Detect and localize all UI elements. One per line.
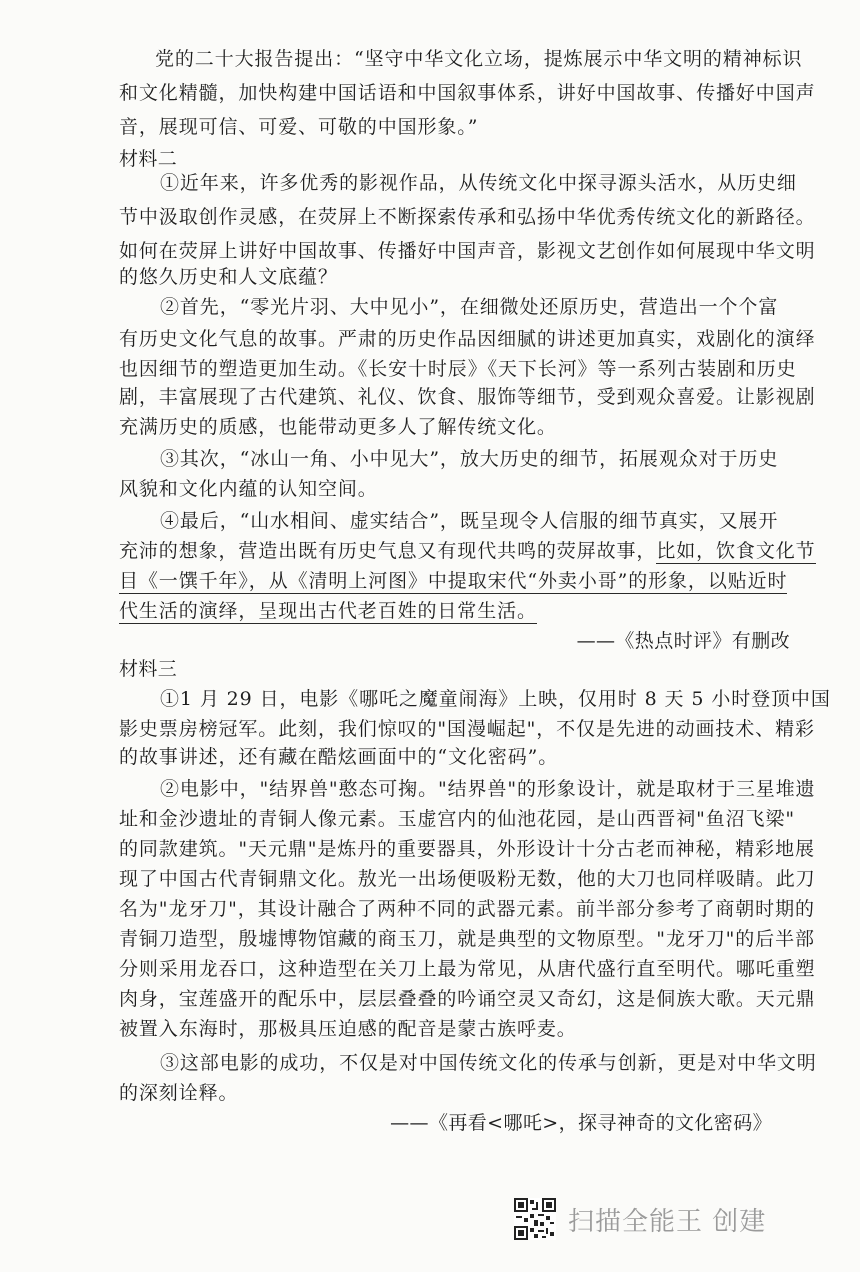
material2-p2-line: 有历史文化气息的故事。严肃的历史作品因细腻的讲述更加真实，戏剧化的演绎: [119, 328, 816, 350]
material3-p1-line: 影史票房榜冠军。此刻，我们惊叹的"国漫崛起"，不仅是先进的动画技术、精彩: [119, 718, 815, 740]
material2-p3-line: ③其次，“冰山一角、小中见大”，放大历史的细节，拓展观众对于历史: [160, 448, 779, 470]
qr-code-icon: [514, 1198, 556, 1240]
material3-p2-line: 分则采用龙吞口，这种造型在关刀上最为常见，从唐代盛行直至明代。哪吒重塑: [119, 958, 816, 980]
material2-p3-line: 风貌和文化内蕴的认知空间。: [119, 478, 378, 500]
material3-p2-line: 被置入东海时，那极具压迫感的配音是蒙古族呼麦。: [119, 1018, 577, 1040]
material2-p2-line: 剧，丰富展现了古代建筑、礼仪、饮食、服饰等细节，受到观众喜爱。让影视剧: [119, 386, 816, 408]
material2-p2-line: 充满历史的质感，也能带动更多人了解传统文化。: [119, 416, 557, 438]
material3-source: ——《再看<哪吒>，探寻神奇的文化密码》: [390, 1112, 772, 1134]
material2-p1-line: 节中汲取创作灵感，在荧屏上不断探索传承和弘扬中华优秀传统文化的新路径。: [119, 206, 816, 228]
underlined-passage: 目《一馔千年》，从《清明上河图》中提取宋代“外卖小哥”的形象，以贴近时: [119, 570, 788, 592]
material3-p1-line: ①1 月 29 日，电影《哪吒之魔童闹海》上映，仅用时 8 天 5 小时登顶中国: [160, 688, 831, 710]
material3-p2-line: ②电影中，"结界兽"憨态可掬。"结界兽"的形象设计，就是取材于三星堆遗: [160, 778, 816, 800]
material2-source: ——《热点时评》有删改: [576, 630, 790, 652]
material3-p2-line: 址和金沙遗址的青铜人像元素。玉虚宫内的仙池花园，是山西晋祠"鱼沼飞梁": [119, 808, 795, 830]
material3-p3-line: 的深刻诠释。: [119, 1082, 239, 1104]
material2-heading: 材料二: [119, 148, 178, 170]
material2-p4-line: [119, 568, 787, 594]
material2-p4-line: ④最后，“山水相间、虚实结合”，既呈现令人信服的细节真实，又展开: [160, 510, 779, 532]
underlined-passage: 代生活的演绎，呈现出古代老百姓的日常生活。: [119, 600, 537, 622]
material2-p2-line: 也因细节的塑造更加生动。《长安十时辰》《天下长河》等一系列古装剧和历史: [119, 358, 797, 380]
underlined-passage: 比如，饮食文化节: [656, 540, 816, 562]
material2-p1-line: ①近年来，许多优秀的影视作品，从传统文化中探寻源头活水，从历史细: [160, 172, 797, 194]
material2-p4-text: 充沛的想象，营造出既有历史气息又有现代共鸣的荧屏故事，: [119, 540, 657, 562]
material2-p1-line: 的悠久历史和人文底蕴？: [119, 266, 338, 288]
intro-line: 党的二十大报告提出：“坚守中华文化立场，提炼展示中华文明的精神标识: [155, 48, 803, 70]
watermark-text: 扫描全能王 创建: [568, 1206, 767, 1237]
material3-p2-line: 名为"龙牙刀"，其设计融合了两种不同的武器元素。前半部分参考了商朝时期的: [119, 898, 815, 920]
scanner-watermark: [514, 1196, 814, 1242]
material3-heading: 材料三: [119, 658, 178, 680]
intro-line: 和文化精髓，加快构建中国话语和中国叙事体系，讲好中国故事、传播好中国声: [119, 82, 816, 104]
material3-p1-line: 的故事讲述，还有藏在酷炫画面中的“文化密码”。: [119, 746, 559, 768]
intro-line: 音，展现可信、可爱、可敬的中国形象。”: [119, 116, 479, 138]
material2-p2-line: ②首先，“零光片羽、大中见小”，在细微处还原历史，营造出一个个富: [160, 296, 779, 318]
material3-p2-line: 青铜刀造型，殷墟博物馆藏的商玉刀，就是典型的文物原型。"龙牙刀"的后半部: [119, 928, 815, 950]
material3-p2-line: 现了中国古代青铜鼎文化。敖光一出场便吸粉无数，他的大刀也同样吸睛。此刀: [119, 868, 816, 890]
material2-p1-line: 如何在荧屏上讲好中国故事、传播好中国声音，影视文艺创作如何展现中华文明: [119, 240, 816, 262]
material3-p3-line: ③这部电影的成功，不仅是对中国传统文化的传承与创新，更是对中华文明: [160, 1052, 817, 1074]
material2-p4-line: [119, 538, 816, 564]
material3-p2-line: 肉身，宝莲盛开的配乐中，层层叠叠的吟诵空灵又奇幻，这是侗族大歌。天元鼎: [119, 988, 816, 1010]
material2-p4-line: [119, 598, 537, 624]
material3-p2-line: 的同款建筑。"天元鼎"是炼丹的重要器具，外形设计十分古老而神秘，精彩地展: [119, 838, 815, 860]
